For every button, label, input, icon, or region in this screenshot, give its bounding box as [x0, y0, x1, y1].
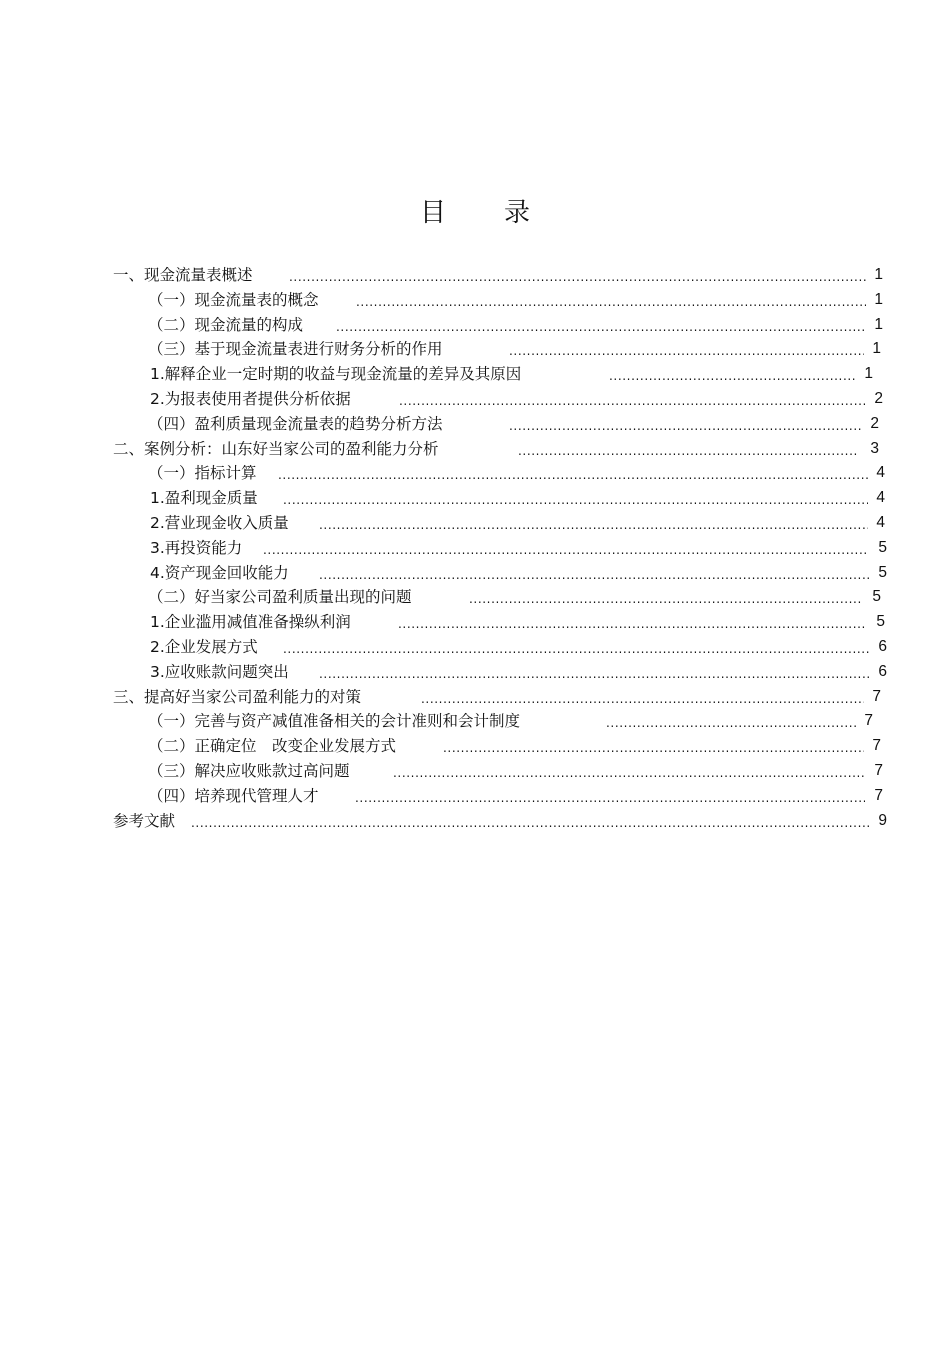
toc-entry-page: 5 — [878, 538, 887, 556]
toc-leader-dots — [399, 387, 865, 412]
toc-entry-label: 1.企业滥用减值准备操纵利润 — [150, 613, 351, 632]
toc-entry[interactable] — [113, 387, 893, 412]
toc-entry-page: 5 — [876, 613, 885, 631]
toc-entry[interactable] — [113, 437, 893, 462]
toc-entry-label: （二）现金流量的构成 — [148, 315, 304, 334]
toc-entry[interactable] — [113, 809, 893, 834]
toc-entry-page: 4 — [876, 513, 885, 531]
toc-entry-page: 7 — [874, 761, 883, 779]
toc-entry-label: 2.为报表使用者提供分析依据 — [150, 389, 351, 408]
toc-entry[interactable] — [113, 585, 893, 610]
toc-entry-label: 参考文献 — [113, 811, 176, 830]
toc-entry[interactable] — [113, 635, 893, 660]
toc-leader-dots — [421, 685, 864, 710]
toc-leader-dots — [319, 561, 869, 586]
toc-entry-label: （四）培养现代管理人才 — [148, 786, 319, 805]
toc-leader-dots — [398, 610, 865, 635]
toc-entry-label: （一）指标计算 — [148, 464, 257, 483]
toc-leader-dots — [319, 511, 868, 536]
table-of-contents — [113, 263, 893, 833]
toc-leader-dots — [356, 288, 866, 313]
toc-entry-label: （一）完善与资产减值准备相关的会计准则和会计制度 — [148, 712, 521, 731]
toc-entry-label: （一）现金流量表的概念 — [148, 290, 319, 309]
toc-entry[interactable] — [113, 660, 893, 685]
toc-entry-page: 1 — [864, 365, 873, 383]
toc-entry-label: 1.盈利现金质量 — [150, 489, 258, 508]
toc-entry-label: （二）正确定位 改变企业发展方式 — [148, 737, 397, 756]
toc-entry[interactable] — [113, 759, 893, 784]
toc-entry-page: 1 — [874, 290, 883, 308]
toc-entry[interactable] — [113, 511, 893, 536]
toc-entry[interactable] — [113, 288, 893, 313]
toc-entry-page: 7 — [864, 712, 873, 730]
toc-leader-dots — [443, 734, 864, 759]
toc-entry-page: 2 — [870, 414, 879, 432]
toc-leader-dots — [469, 585, 863, 610]
toc-leader-dots — [518, 437, 858, 462]
toc-entry-page: 3 — [870, 439, 879, 457]
toc-entry[interactable] — [113, 263, 893, 288]
toc-entry-label: 一、现金流量表概述 — [113, 266, 253, 284]
toc-leader-dots — [509, 337, 864, 362]
toc-entry-label: 三、提高好当家公司盈利能力的对策 — [113, 687, 362, 706]
toc-leader-dots — [606, 709, 856, 734]
toc-leader-dots — [509, 412, 861, 437]
toc-leader-dots — [609, 362, 855, 387]
toc-entry[interactable] — [113, 461, 893, 486]
toc-entry-page: 5 — [872, 588, 881, 606]
toc-entry-page: 9 — [878, 811, 887, 829]
toc-entry-label: 2.企业发展方式 — [150, 637, 258, 656]
toc-entry-page: 4 — [876, 464, 885, 482]
toc-leader-dots — [263, 536, 869, 561]
toc-entry[interactable] — [113, 362, 893, 387]
toc-entry-label: （三）解决应收账款过高问题 — [148, 761, 350, 780]
toc-leader-dots — [336, 313, 866, 338]
toc-entry-label: 3.应收账款问题突出 — [150, 662, 289, 681]
toc-entry-label: （二）好当家公司盈利质量出现的问题 — [148, 588, 412, 607]
toc-entry-label: （四）盈利质量现金流量表的趋势分析方法 — [148, 414, 443, 433]
toc-entry[interactable] — [113, 709, 893, 734]
toc-leader-dots — [191, 809, 870, 834]
toc-leader-dots — [289, 263, 867, 288]
toc-leader-dots — [278, 461, 868, 486]
toc-leader-dots — [355, 784, 865, 809]
toc-entry[interactable] — [113, 685, 893, 710]
toc-title: 目录 — [419, 198, 588, 228]
toc-entry[interactable] — [113, 734, 893, 759]
toc-leader-dots — [393, 759, 865, 784]
toc-entry-label: 4.资产现金回收能力 — [150, 563, 289, 582]
toc-entry-page: 4 — [876, 489, 885, 507]
toc-entry-page: 1 — [874, 315, 883, 333]
toc-entry-label: 1.解释企业一定时期的收益与现金流量的差异及其原因 — [150, 365, 522, 384]
toc-entry-page: 7 — [874, 786, 883, 804]
toc-entry-label: 2.营业现金收入质量 — [150, 513, 289, 532]
toc-entry-page: 5 — [878, 563, 887, 581]
toc-entry[interactable] — [113, 486, 893, 511]
toc-leader-dots — [283, 635, 869, 660]
toc-entry[interactable] — [113, 610, 893, 635]
toc-entry-page: 6 — [878, 662, 887, 680]
toc-entry[interactable] — [113, 561, 893, 586]
toc-entry-page: 1 — [872, 340, 881, 358]
toc-entry-page: 2 — [874, 389, 883, 407]
toc-entry-page: 7 — [872, 687, 881, 705]
toc-entry[interactable] — [113, 412, 893, 437]
toc-entry-label: 3.再投资能力 — [150, 538, 243, 557]
toc-entry[interactable] — [113, 337, 893, 362]
toc-entry-page: 1 — [874, 266, 883, 283]
toc-entry-page: 6 — [878, 637, 887, 655]
toc-entry[interactable] — [113, 784, 893, 809]
toc-entry-label: 二、案例分析：山东好当家公司的盈利能力分析 — [113, 439, 439, 458]
toc-entry[interactable] — [113, 536, 893, 561]
toc-entry-page: 7 — [872, 737, 881, 755]
toc-entry-label: （三）基于现金流量表进行财务分析的作用 — [148, 340, 443, 359]
toc-entry[interactable] — [113, 313, 893, 338]
toc-leader-dots — [283, 486, 868, 511]
toc-leader-dots — [319, 660, 869, 685]
